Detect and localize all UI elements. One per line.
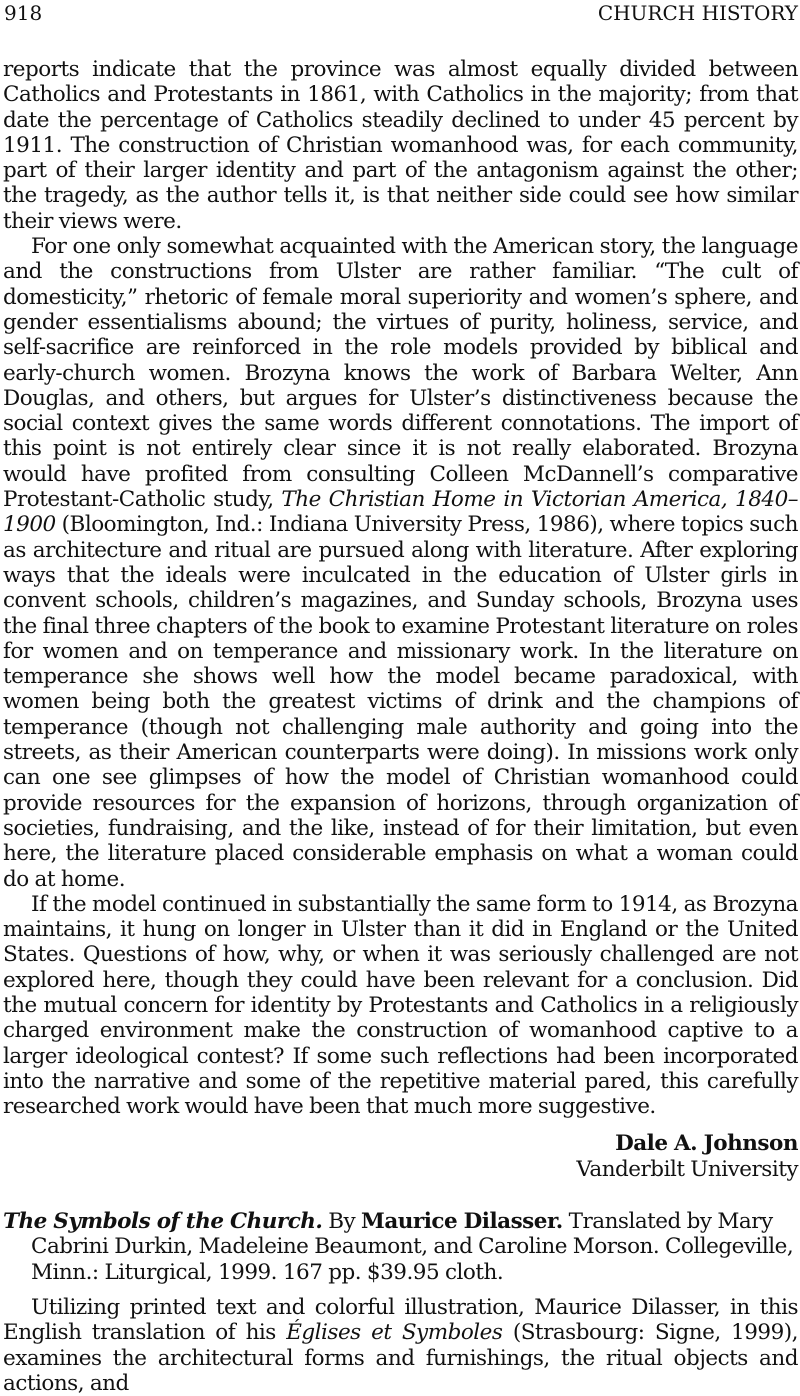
review-body-part-2: (Strasbourg: Signe, 1999), examines the architectural forms and furnishings, the ritual objects and actions, and <box>3 1320 798 1396</box>
paragraph-3: If the model continued in substantially the same form to 1914, as Brozyna maintains, it hung on longer in Ulster than it did in England or the United States. Questions of how, why, or when it was seriously challenged are not explored here, though they could have been relevant for a conclusion. Did the mutual concern for identity by Protestants and Catholics in a religiously charged environment make the construction of womanhood captive to a larger ideological contest? If some such reflections had been incorporated into the narrative and some of the repetitive material pared, this carefully researched work would have been that much more suggestive. <box>3 891 798 1120</box>
running-head <box>4 0 798 30</box>
review-dale-johnson <box>3 57 798 1182</box>
page-number: 918 <box>4 1 43 25</box>
by-word: By <box>328 1209 356 1234</box>
review-body-paragraph <box>3 1295 798 1396</box>
journal-title: CHURCH HISTORY <box>597 1 798 25</box>
review-body-part-1: Utilizing printed text and colorful illustration, Maurice Dilasser, in this English translation of his <box>3 1295 798 1346</box>
review-body <box>3 1295 798 1396</box>
book-title: The Symbols of the Church. <box>3 1209 323 1234</box>
reviewer-affiliation: Vanderbilt University <box>576 1156 798 1182</box>
paragraph-2-part-1: For one only somewhat acquainted with the American story, the language and the constructions from Ulster are rather familiar. “The cult of domesticity,” rhetoric of female moral superiority and women’s sphere, and gender essentialisms abound; the virtues of purity, holiness, service, and self-sacrifice are reinforced in the role models provided by biblical and early-church women. Brozyna knows the work of Barbara Welter, Ann Douglas, and others, but argues for Ulster’s distinctiveness because the social context gives the same words different connotations. The import of this point is not entirely clear since it is not really elaborated. Brozyna would have profited from consulting Colleen McDannell’s comparative Protestant-Catholic study, <box>3 234 798 513</box>
paragraph-1: reports indicate that the province was almost equally divided between Catholics and Protestants in 1861, with Catholics in the majority; from that date the percentage of Catholics steadily declined to under 45 percent by 1911. The construction of Christian womanhood was, for each community, part of their larger identity and part of the antagonism against the other; the tragedy, as the author tells it, is that neither side could see how similar their views were. <box>3 57 798 234</box>
paragraph-2-part-2: (Bloomington, Ind.: Indiana University Press, 1986), where topics such as architecture and ritual are pursued along with literature. After exploring ways that the ideals were inculcated in the education of Ulster girls in convent schools, children’s magazines, and Sunday schools, Brozyna uses the final three chapters of the book to examine Protestant literature on roles for women and on temperance and missionary work. In the literature on temperance she shows well how the model became paradoxical, with women being both the greatest victims of drink and the champions of temperance (though not challenging male authority and going into the streets, as their American counterparts were doing). In missions work only can one see glimpses of how the model of Christian womanhood could provide resources for the expansion of horizons, through organization of societies, fundraising, and the like, instead of for their limitation, but even here, the literature placed considerable emphasis on what a woman could do at home. <box>3 512 798 892</box>
publication-info: Translated by Mary Cabrini Durkin, Madeleine Beaumont, and Caroline Morson. Collegeville, Minn.: Liturgical, 1999. 167 pp. $39.95 cloth. <box>31 1209 794 1285</box>
paragraph-2 <box>3 234 798 892</box>
reviewer-name: Dale A. Johnson <box>615 1131 798 1157</box>
book-author: Maurice Dilasser. <box>361 1209 563 1234</box>
original-title: Églises et Symboles <box>286 1320 503 1346</box>
cited-book-title: The Christian Home in Victorian America, 1840–1900 <box>3 487 799 538</box>
review-header <box>3 1209 798 1285</box>
